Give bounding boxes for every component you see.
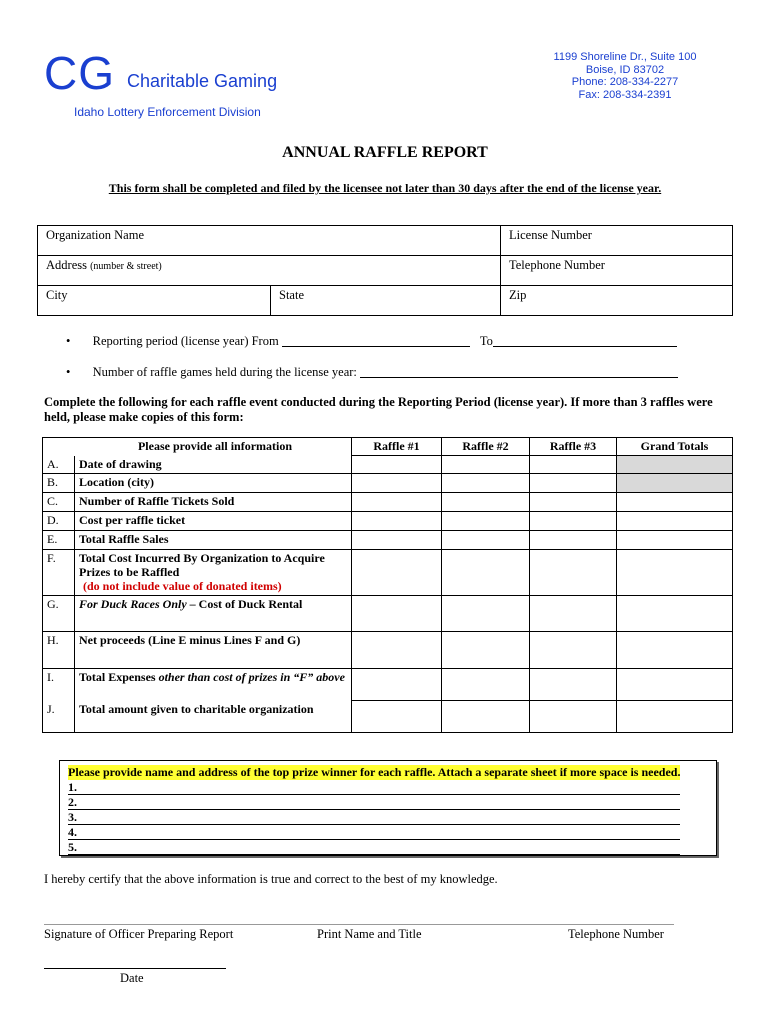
telephone-field[interactable] — [501, 256, 733, 286]
cell-input[interactable] — [442, 701, 530, 733]
cell-input[interactable] — [352, 512, 442, 531]
cell-input[interactable] — [442, 550, 530, 596]
col-raffle-2: Raffle #2 — [442, 438, 530, 456]
winner-line-4[interactable]: 4. — [68, 825, 680, 840]
table-row — [43, 701, 733, 733]
prize-winner-title: Please provide name and address of the top prize winner for each raffle. Attach a separate sheet if more space is needed. — [68, 765, 681, 779]
row-note: (do not include value of donated items) — [83, 579, 282, 593]
cell-input[interactable] — [442, 474, 530, 493]
cell-input[interactable] — [530, 632, 617, 669]
cell-input[interactable] — [442, 669, 530, 701]
cell-input[interactable] — [617, 701, 733, 733]
row-label-cell — [75, 596, 352, 632]
cell-input[interactable] — [442, 493, 530, 512]
period-to-label: To — [479, 334, 493, 348]
winner-line-2[interactable]: 2. — [68, 795, 680, 810]
col-raffle-3: Raffle #3 — [530, 438, 617, 456]
row-label-italic: other than cost of prizes in “F” above — [158, 670, 345, 684]
telephone-label: Telephone Number — [509, 258, 605, 272]
row-label: Cost per raffle ticket — [75, 512, 352, 531]
row-label: Date of drawing — [75, 456, 352, 474]
cell-input[interactable] — [352, 493, 442, 512]
row-label: Number of Raffle Tickets Sold — [75, 493, 352, 512]
row-label-cell — [75, 550, 352, 596]
row-label: Total Raffle Sales — [75, 531, 352, 550]
table-row — [43, 669, 733, 701]
row-letter: G. — [43, 596, 75, 632]
period-from-input[interactable] — [282, 334, 470, 347]
license-number-field[interactable] — [501, 226, 733, 256]
division-name: Idaho Lottery Enforcement Division — [74, 105, 261, 119]
row-label-italic: For Duck Races Only — [79, 597, 187, 611]
form-instruction: This form shall be completed and filed by the licensee not later than 30 days after the end of the license year. — [108, 181, 662, 195]
license-number-label: License Number — [509, 228, 592, 242]
cell-shaded — [617, 456, 733, 474]
signature-line[interactable] — [44, 924, 674, 925]
table-row — [43, 550, 733, 596]
table-row — [43, 512, 733, 531]
row-letter: J. — [43, 701, 75, 733]
raffle-table — [42, 437, 733, 733]
col-grand-totals: Grand Totals — [617, 438, 733, 456]
zip-label: Zip — [509, 288, 527, 302]
winner-line-1[interactable]: 1. — [68, 780, 680, 795]
row-label: – Cost of Duck Rental — [186, 597, 303, 611]
reporting-period-label: Reporting period (license year) From — [92, 334, 279, 348]
address-line-2: Boise, ID 83702 — [585, 63, 665, 76]
games-held-input[interactable] — [360, 365, 678, 378]
complete-instructions: Complete the following for each raffle event conducted during the Reporting Period (license year). If more than 3 raffles were held, please make copies of this form: — [44, 395, 713, 424]
print-name-label: Print Name and Title — [317, 927, 422, 941]
signature-telephone-label: Telephone Number — [568, 927, 664, 941]
cell-input[interactable] — [352, 596, 442, 632]
table-header-info: Please provide all information — [43, 438, 352, 456]
cell-input[interactable] — [530, 531, 617, 550]
bullet-icon: • — [66, 365, 71, 379]
row-letter: I. — [43, 669, 75, 701]
form-title: ANNUAL RAFFLE REPORT — [282, 144, 488, 161]
cell-input[interactable] — [530, 456, 617, 474]
org-name-label: Organization Name — [46, 228, 144, 242]
contact-address — [520, 51, 730, 101]
cell-input[interactable] — [617, 550, 733, 596]
row-label: Total Expenses — [79, 670, 159, 684]
cell-input[interactable] — [617, 493, 733, 512]
row-label: Total amount given to charitable organization — [75, 701, 352, 733]
officer-signature-label: Signature of Officer Preparing Report — [44, 927, 234, 941]
address-phone: Phone: 208-334-2277 — [571, 76, 679, 88]
row-letter: A. — [43, 456, 75, 474]
prize-winner-box — [59, 760, 717, 856]
games-held-row — [66, 365, 678, 380]
row-label: Net proceeds (Line E minus Lines F and G) — [75, 632, 352, 669]
cell-input[interactable] — [352, 550, 442, 596]
row-label-cell — [75, 669, 352, 701]
address-field[interactable] — [38, 256, 501, 286]
date-label: Date — [120, 971, 144, 985]
certification-statement: I hereby certify that the above information is true and correct to the best of my knowledge. — [44, 872, 498, 886]
org-brand-name: Charitable Gaming — [127, 71, 278, 91]
row-label: Total Cost Incurred By Organization to Acquire Prizes to be Raffled — [79, 551, 325, 579]
address-line-1: 1199 Shoreline Dr., Suite 100 — [553, 51, 697, 63]
row-letter: F. — [43, 550, 75, 596]
row-letter: B. — [43, 474, 75, 493]
row-letter: H. — [43, 632, 75, 669]
cell-input[interactable] — [530, 550, 617, 596]
cell-input[interactable] — [352, 669, 442, 701]
period-to-input[interactable] — [493, 334, 677, 347]
state-label: State — [279, 288, 304, 302]
cell-input[interactable] — [530, 512, 617, 531]
state-field[interactable] — [271, 286, 501, 316]
cell-input[interactable] — [442, 512, 530, 531]
cell-input[interactable] — [530, 701, 617, 733]
cell-input[interactable] — [352, 701, 442, 733]
row-letter: C. — [43, 493, 75, 512]
cell-input[interactable] — [617, 512, 733, 531]
bullet-icon: • — [66, 334, 71, 348]
cell-input[interactable] — [442, 596, 530, 632]
organization-info-table — [37, 225, 733, 316]
winner-line-5[interactable]: 5. — [68, 840, 680, 855]
cell-input[interactable] — [352, 474, 442, 493]
address-fax: Fax: 208-334-2391 — [578, 88, 672, 101]
cell-input[interactable] — [530, 493, 617, 512]
address-hint: (number & street) — [90, 261, 162, 272]
cell-input[interactable] — [617, 596, 733, 632]
cell-input[interactable] — [442, 456, 530, 474]
cell-input[interactable] — [617, 531, 733, 550]
table-row — [43, 474, 733, 493]
cell-input[interactable] — [442, 632, 530, 669]
cell-input[interactable] — [617, 669, 733, 701]
address-label: Address — [46, 258, 87, 272]
winner-line-3[interactable]: 3. — [68, 810, 680, 825]
cell-shaded — [617, 474, 733, 493]
cell-input[interactable] — [352, 456, 442, 474]
city-field[interactable] — [38, 286, 271, 316]
cell-input[interactable] — [530, 669, 617, 701]
cell-input[interactable] — [442, 531, 530, 550]
row-letter: D. — [43, 512, 75, 531]
city-label: City — [46, 288, 68, 302]
table-row — [43, 596, 733, 632]
table-row — [43, 456, 733, 474]
cell-input[interactable] — [352, 531, 442, 550]
games-held-label: Number of raffle games held during the license year: — [92, 365, 357, 379]
col-raffle-1: Raffle #1 — [352, 438, 442, 456]
reporting-period-row — [66, 334, 677, 349]
cell-input[interactable] — [352, 632, 442, 669]
row-label: Location (city) — [75, 474, 352, 493]
cell-input[interactable] — [530, 596, 617, 632]
zip-field[interactable] — [501, 286, 733, 316]
table-row — [43, 632, 733, 669]
row-letter: E. — [43, 531, 75, 550]
table-row — [43, 493, 733, 512]
cg-logo: CG — [44, 47, 115, 99]
org-name-field[interactable] — [38, 226, 501, 256]
cell-input[interactable] — [530, 474, 617, 493]
table-row — [43, 531, 733, 550]
cell-input[interactable] — [617, 632, 733, 669]
date-line[interactable] — [44, 968, 226, 969]
